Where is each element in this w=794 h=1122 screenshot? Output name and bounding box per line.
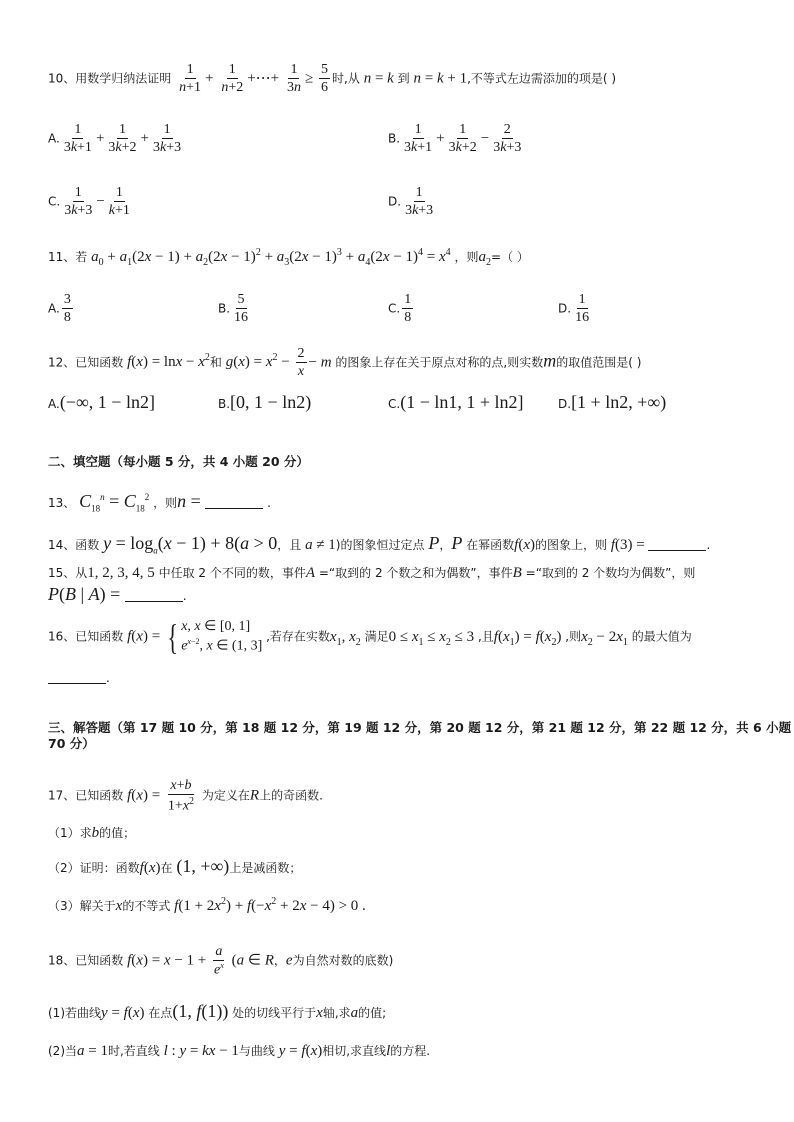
q10-option-d: D. $\frac{1}{3k+3}$ bbox=[388, 185, 434, 219]
q10-option-a: A. $\frac{1}{3k+1}$ + $\frac{1}{3k+2}$ + $\frac{1}{3k+3}$ bbox=[48, 122, 182, 156]
q11-option-b: B. $\frac{5}{16}$ bbox=[218, 292, 249, 326]
q12-option-c: C.(1 − ln1, 1 + ln2] bbox=[388, 392, 524, 412]
q16-answer-line: . bbox=[48, 672, 110, 684]
q10-frac1: $\frac{1}{n+1}$ bbox=[179, 62, 202, 96]
q12-option-d: D.[1 + ln2, +∞) bbox=[558, 392, 667, 412]
q16-stem: 16、已知函数 f(x) = { x, x ∈ [0, 1] $e^{x-2}$, x ∈ (1, 3] ,若存在实数$x_1$, $x_2$ 满足$0 \le x_1 \le x_2 \le 3$ ,且$f(x_1) = f(x_2)$ ,则$x_2 - 2x_1$ 的最大值为 bbox=[48, 617, 692, 658]
q10-frac3: $\frac{1}{3n}$ bbox=[286, 62, 301, 96]
section-3-heading: 三、解答题（第 17 题 10 分，第 18 题 12 分，第 19 题 12 分，第 20 题 12 分，第 21 题 12 分，第 22 题 12 分，共 6 小题 bbox=[48, 720, 792, 735]
q11-option-a: A. $\frac{3}{8}$ bbox=[48, 292, 71, 326]
q11-option-d: D. $\frac{1}{16}$ bbox=[558, 292, 590, 326]
q11-option-c: C. $\frac{1}{8}$ bbox=[388, 292, 412, 326]
q11-stem: 11、若 $a_0 + a_1(2x - 1) + a_2(2x - 1)^2 + a_3(2x - 1)^3 + a_4(2x - 1)^4 = x^4$ ，则$a_2=$（ ） bbox=[48, 247, 529, 268]
q12-option-a: A.(−∞, 1 − ln2] bbox=[48, 392, 155, 412]
q10-frac2: $\frac{1}{n+2}$ bbox=[221, 62, 244, 96]
q10-stem: 10、用数学归纳法证明 $\frac{1}{n+1}$ + $\frac{1}{n+2}$ +⋯+ $\frac{1}{3n}$ ≥ $\frac{5}{6}$ 时,从 n = k 到 n = k + 1,不等式左边需添加的项是( ) bbox=[48, 62, 617, 96]
q17-part1: （1）求b的值； bbox=[48, 825, 136, 841]
q13-stem: 13、 $C_{18}^n = C_{18}^2$ ，则n = . bbox=[48, 491, 271, 514]
q14-stem: 14、函数 $y = \log_a(x - 1) + 8(a > 0$，且 a ≠ 1)的图象恒过定点 P，P 在幂函数f(x)的图象上，则 f(3) = . bbox=[48, 533, 711, 556]
q12-option-b: B.[0, 1 − ln2) bbox=[218, 392, 312, 412]
q16-answer-blank[interactable] bbox=[48, 683, 106, 684]
q17-part3: （3）解关于x的不等式 $f(1 + 2x^2) + f(-x^2 + 2x - 4) > 0$ . bbox=[48, 896, 366, 914]
section-2-heading: 二、填空题（每小题 5 分，共 4 小题 20 分） bbox=[48, 454, 309, 469]
q10-prefix: 10、用数学归纳法证明 bbox=[48, 71, 172, 86]
q10-option-b: B. $\frac{1}{3k+1}$ + $\frac{1}{3k+2}$ − $\frac{2}{3k+3}$ bbox=[388, 122, 522, 156]
q14-answer-blank[interactable] bbox=[648, 550, 706, 551]
q13-answer-blank[interactable] bbox=[205, 508, 263, 509]
q12-stem: 12、已知函数 $f(x) = \ln x - x^2$和 $g(x) = x^2$ − $\frac{2}{x}$ − m 的图象上存在关于原点对称的点,则实数m的取值范围是( ) bbox=[48, 346, 642, 380]
q15-answer-blank[interactable] bbox=[125, 601, 183, 602]
q18-stem: 18、已知函数 f(x) = x − 1 + $\frac{a}{e^x}$ (a ∈ R，e为自然对数的底数) bbox=[48, 944, 394, 979]
q18-part1: (1)若曲线y = f(x) 在点(1, f(1)) 处的切线平行于x轴,求a的值; bbox=[48, 1001, 387, 1021]
q10-frac4: $\frac{5}{6}$ bbox=[321, 62, 329, 96]
q17-part2: （2）证明：函数f(x)在 (1, +∞)上是减函数； bbox=[48, 856, 302, 876]
q15-stem: 15、从1, 2, 3, 4, 5 中任取 2 个不同的数，事件A =“取到的 2 个数之和为偶数”，事件B =“取到的 2 个数均为偶数”，则 bbox=[48, 565, 696, 581]
q10-option-c: C. $\frac{1}{3k+3}$ − $\frac{1}{k+1}$ bbox=[48, 185, 130, 219]
q15-stem-line2: P(B | A) = . bbox=[48, 584, 187, 604]
q18-part2: (2)当a = 1时,若直线 l : y = kx − 1与曲线 y = f(x)相切,求直线l的方程. bbox=[48, 1043, 431, 1059]
section-3-heading-cont: 70 分） bbox=[48, 736, 95, 751]
q16-piecewise: { x, x ∈ [0, 1] $e^{x-2}$, x ∈ (1, 3] bbox=[167, 617, 263, 658]
q17-stem: 17、已知函数 f(x) = $\frac{x+b}{1+x^2}$ 为定义在R上的奇函数. bbox=[48, 778, 323, 815]
